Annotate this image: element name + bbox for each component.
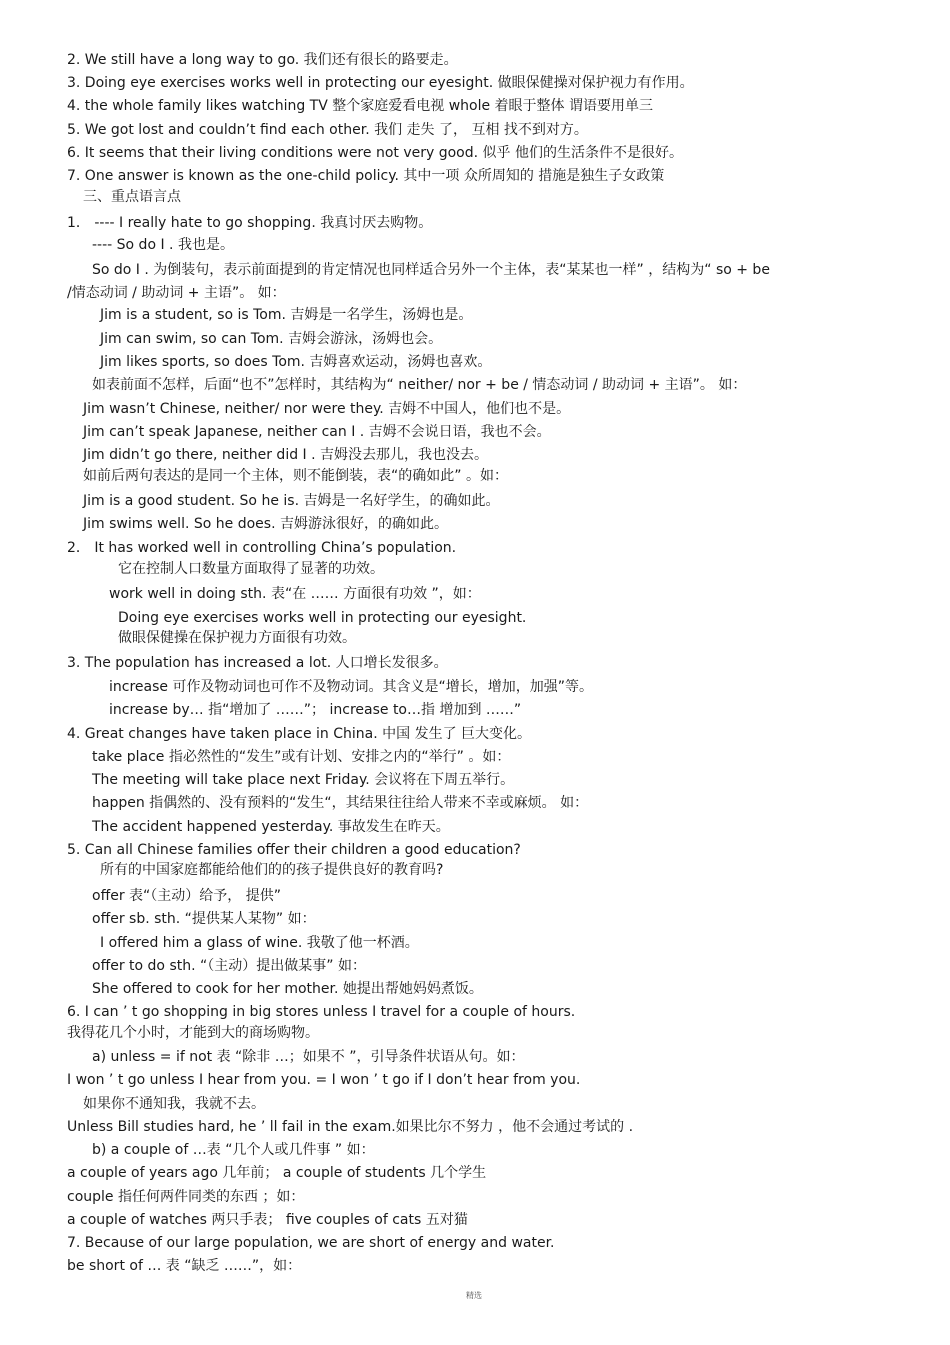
text-line: 1． ---- I really hate to go shopping. 我真讨厌去购物。 xyxy=(67,215,433,231)
text-line: take place 指必然性的“发生”或有计划、安排之内的“举行” 。如： xyxy=(92,749,511,765)
text-line: Jim is a student, so is Tom. 吉姆是一名学生，汤姆也是。 xyxy=(100,307,473,323)
text-line: So do I . 为倒装句，表示前面提到的肯定情况也同样适合另外一个主体，表“某某也一样” ，结构为“ so + be xyxy=(92,262,770,278)
text-line: The meeting will take place next Friday. 会议将在下周五举行。 xyxy=(92,772,515,788)
text-line: 6. It seems that their living conditions were not very good. 似乎 他们的生活条件不是很好。 xyxy=(67,145,683,161)
text-line: 2. We still have a long way to go. 我们还有很长的路要走。 xyxy=(67,52,458,68)
text-line: Jim can swim, so can Tom. 吉姆会游泳，汤姆也会。 xyxy=(100,331,443,347)
text-line: Jim can’t speak Japanese, neither can I . 吉姆不会说日语，我也不会。 xyxy=(83,424,551,440)
text-line: /情态动词 / 助动词 + 主语”。 如： xyxy=(67,285,286,301)
text-line: 4. the whole family likes watching TV 整个家庭爱看电视 whole 着眼于整体 谓语要用单三 xyxy=(67,98,653,114)
text-line: 7. Because of our large population, we are short of energy and water. xyxy=(67,1235,555,1251)
text-line: 所有的中国家庭都能给他们的的孩子提供良好的教育吗? xyxy=(100,862,444,878)
text-line: 如表前面不怎样，后面“也不”怎样时，其结构为“ neither/ nor + be / 情态动词 / 助动词 + 主语”。 如： xyxy=(92,377,747,393)
text-line: Jim is a good student. So he is. 吉姆是一名好学生，的确如此。 xyxy=(83,493,500,509)
text-line: 4. Great changes have taken place in China. 中国 发生了 巨大变化。 xyxy=(67,726,532,742)
text-line: I offered him a glass of wine. 我敬了他一杯酒。 xyxy=(100,935,419,951)
text-line: b) a couple of …表 “几个人或几件事 ” 如： xyxy=(92,1142,375,1158)
text-line: offer sb. sth. “提供某人某物” 如： xyxy=(92,911,316,927)
text-line: 我得花几个小时，才能到大的商场购物。 xyxy=(67,1025,319,1041)
text-line: 做眼保健操在保护视力方面很有功效。 xyxy=(118,630,356,646)
text-line: offer to do sth. “（主动）提出做某事” 如： xyxy=(92,958,366,974)
text-line: be short of … 表 “缺乏 ……”，如： xyxy=(67,1258,302,1274)
text-line: work well in doing sth. 表“在 …… 方面很有功效 ”，如： xyxy=(109,586,481,602)
section-heading: 三、重点语言点 xyxy=(83,189,181,205)
text-line: Jim likes sports, so does Tom. 吉姆喜欢运动，汤姆也喜欢。 xyxy=(100,354,492,370)
text-line: increase 可作及物动词也可作不及物动词。其含义是“增长，增加，加强”等。 xyxy=(109,679,593,695)
text-line: I won ’ t go unless I hear from you. = I won ’ t go if I don’t hear from you. xyxy=(67,1072,581,1088)
text-line: 3. The population has increased a lot. 人口增长发很多。 xyxy=(67,655,448,671)
text-line: happen 指偶然的、没有预料的“发生“，其结果往往给人带来不幸或麻烦。 如： xyxy=(92,795,589,811)
text-line: a) unless = if not 表 “除非 …；如果不 ”，引导条件状语从句。如： xyxy=(92,1049,525,1065)
text-line: Doing eye exercises works well in protecting our eyesight. xyxy=(118,610,527,626)
text-line: a couple of years ago 几年前； a couple of students 几个学生 xyxy=(67,1165,487,1181)
text-line: 5. Can all Chinese families offer their children a good education? xyxy=(67,842,521,858)
page-footer: 精选 xyxy=(466,1291,482,1300)
text-line: Jim wasn’t Chinese, neither/ nor were they. 吉姆不中国人，他们也不是。 xyxy=(83,401,571,417)
text-line: 7. One answer is known as the one-child policy. 其中一项 众所周知的 措施是独生子女政策 xyxy=(67,168,665,184)
text-line: 6. I can ’ t go shopping in big stores unless I travel for a couple of hours. xyxy=(67,1004,576,1020)
text-line: Unless Bill studies hard, he ’ ll fail in the exam.如果比尔不努力 ，他不会通过考试的 . xyxy=(67,1119,634,1135)
text-line: Jim swims well. So he does. 吉姆游泳很好，的确如此。 xyxy=(83,516,448,532)
text-line: offer 表“（主动）给予， 提供” xyxy=(92,888,281,904)
text-line: 2． It has worked well in controlling China’s population. xyxy=(67,540,457,556)
text-line: a couple of watches 两只手表； five couples of cats 五对猫 xyxy=(67,1212,468,1228)
text-line: The accident happened yesterday. 事故发生在昨天。 xyxy=(92,819,450,835)
text-line: ---- So do I . 我也是。 xyxy=(92,237,234,253)
text-line: Jim didn’t go there, neither did I . 吉姆没去那儿，我也没去。 xyxy=(83,447,489,463)
text-line: 如果你不通知我，我就不去。 xyxy=(83,1096,265,1112)
text-line: 如前后两句表达的是同一个主体，则不能倒装，表“的确如此” 。如： xyxy=(83,468,508,484)
text-line: She offered to cook for her mother. 她提出帮她妈妈煮饭。 xyxy=(92,981,483,997)
text-line: increase by… 指“增加了 ……”； increase to…指 增加到 ……” xyxy=(109,702,522,718)
text-line: couple 指任何两件同类的东西 ；如： xyxy=(67,1189,305,1205)
text-line: 5. We got lost and couldn’t find each other. 我们 走失 了， 互相 找不到对方。 xyxy=(67,122,588,138)
text-line: 它在控制人口数量方面取得了显著的功效。 xyxy=(118,561,384,577)
text-line: 3. Doing eye exercises works well in protecting our eyesight. 做眼保健操对保护视力有作用。 xyxy=(67,75,694,91)
